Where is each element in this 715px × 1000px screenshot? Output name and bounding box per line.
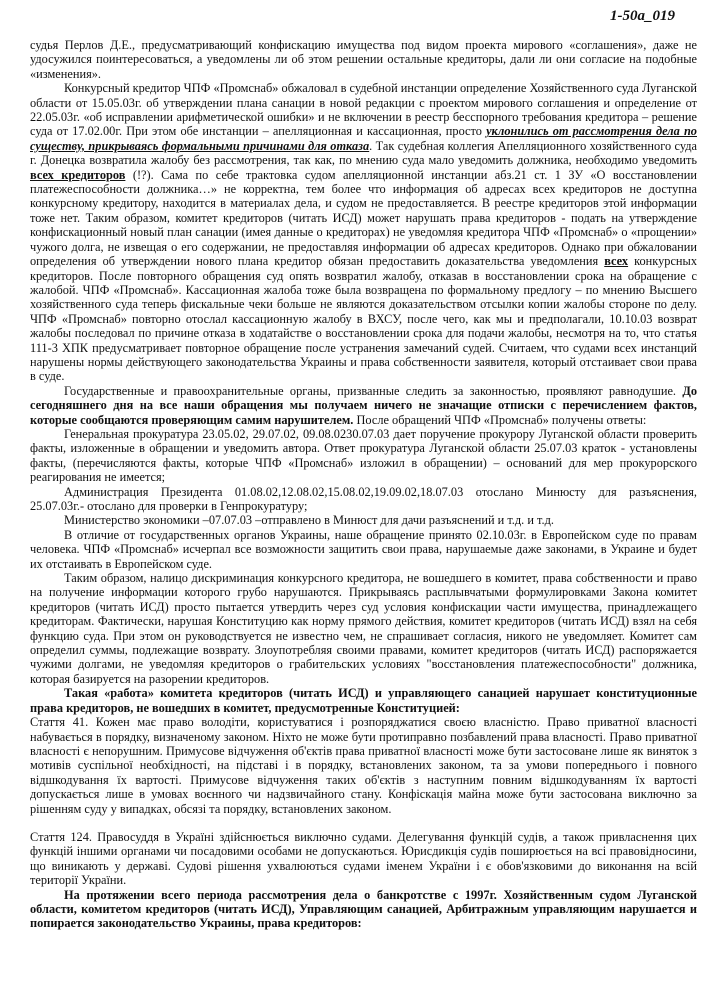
text-run: Государственные и правоохранительные органы, призванные следить за законностью, проявляют равнодушие.	[64, 383, 683, 398]
paragraph-4	[30, 427, 697, 485]
text-run: Администрация Президента 01.08.02,12.08.02,15.08.02,19.09.02,18.07.03 отослано Минюсту для разъяснения, 25.07.03г.- отослано для проверки в Генпрокуратуру;	[30, 484, 697, 513]
paragraph-3	[30, 384, 697, 427]
text-run: В отличие от государственных органов Украины, наше обращение принято 02.10.03г. в Европейском суде по правам человека. ЧПФ «Промснаб» исчерпал все возможности защитить свои права, нарушаемые даже законами, в Украине и будет их отстаивать в Европейском суде.	[30, 527, 697, 571]
emphasis-text: всех	[604, 254, 629, 269]
text-run: Стаття 41. Кожен має право володіти, користуватися і розпоряджатися своєю власністю. Право приватної власності набувається в порядку, визначеному законом. Ніхто не може бути протиправно позбавлений права власності. Право приватної власності є непорушним. Примусове відчуження об'єктів права приватної власності може бути застосоване лише як виняток з мотивів суспільної необхідності, на підставі і в порядку, встановлених законом, та за умови попереднього і повного відшкодування їх вартості. Примусове відчуження таких об'єктів з наступним повним відшкодуванням їх вартості допускається лише в умовах воєнного чи надзвичайного стану. Конфіскація майна може бути застосована виключно за рішенням суду у випадках, обсязі та порядку, встановлених законом.	[30, 715, 697, 816]
text-run: Министерство экономики –07.07.03 –отправлено в Минюст для дачи разъяснений и т.д. и т.д.	[64, 513, 554, 528]
text-run: . Так судебная коллегия Апелляционного хозяйственного суда г. Донецка возвратила жалобу без рассмотрения, так как, по мнению суда мало уведомить должника, необходимо уведомить	[30, 138, 697, 168]
text-run: судья Перлов Д.Е., предусматривающий конфискацию имущества под видом проекта мирового «соглашения», даже не удосужился поинтересоваться, а уведомлены ли об этом решении остальные кредиторы, дали ли они согласие на подобные «изменения».	[30, 38, 697, 81]
text-run: После обращений ЧПФ «Промснаб» получены ответы:	[353, 412, 647, 427]
paragraph-9	[30, 686, 697, 715]
paragraph-gap	[30, 816, 697, 830]
emphasis-text: На протяжении всего периода рассмотрения дела о банкротстве с 1997г. Хозяйственным судом Луганской области, комитетом кредиторов (читать ИСД), Управляющим санацией, Арбитражным управляющим нарушается и попирается законодательство Украины, права кредиторов:	[30, 887, 697, 931]
paragraph-5	[30, 485, 697, 514]
paragraph-6	[30, 513, 697, 527]
document-body	[30, 38, 697, 931]
page-id-label: 1-50а_019	[610, 8, 675, 24]
paragraph-7	[30, 528, 697, 571]
text-run: конкурсных кредиторов. После повторного обращения суд опять возвратил жалобу, отказав в восстановлении срока на обращение с жалобой. ЧПФ «Промснаб». Кассационная жалоба тоже была возвращена по формальному предлогу – по мнению Высшего хозяйственного суда теперь фискальные чеки больше не являются доказательством отсылки копии жалобы стороне по делу. ЧПФ «Промснаб» повторно отослал кассационную жалобу в ВХСУ, после чего, как мы и предполагали, 10.10.03 возврат жалобы последовал по причине отказа в ходатайстве о восстановлении срока для подачи жалобы, несмотря на то, что статья 111-3 ХПК предусматривает повторное обращение после устранения замечаний судей. Считаем, что судами всех инстанций нарушены нормы действующего законодательства Украины и права собственности заявителя, который отстаивает свои права в суде.	[30, 254, 697, 384]
paragraph-8	[30, 571, 697, 686]
text-run: Таким образом, налицо дискриминация конкурсного кредитора, не вошедшего в комитет, права собственности и право на получение информации которого грубо нарушаются. Прикрываясь расплывчатыми формулировками Закона комитет кредиторов (читать ИСД) просто пытается утвердить через суд условия конфискации части имущества, принадлежащего кредиторам. Фактически, нарушая Конституцию как норму прямого действия, комитет кредиторов (читать ИСД) взял на себя функцию суда. При этом он руководствуется не известно чем, не спрашивает согласия, никого не уведомляет. Комитет сам определил суммы, подлежащие возврату. Злоупотребляя своими правами, комитет кредиторов (читать ИСД) распоряжается чужими долгами, не уведомляя кредиторов о грабительских условиях "восстановления платежеспособности" должника, которая базируется на разорении кредиторов.	[30, 571, 697, 686]
text-run: Генеральная прокуратура 23.05.02, 29.07.02, 09.08.0230.07.03 дает поручение прокурору Луганской области проверить факты, изложенные в обращении и уведомить автора. Ответ прокуратура Луганской области 25.07.03 краток - установлены факты, (перечисляются факты, которые ЧПФ «Промснаб» изложил в обращении) – оснований для мер прокурорского реагирования не имеется;	[30, 426, 697, 485]
emphasis-text: До сегодняшнего дня на все наши обращения мы получаем ничего не значащие отписки с перечислением фактов, которые сообщаются проверяющим самим нарушителем.	[30, 383, 697, 427]
text-run: Конкурсный кредитор ЧПФ «Промснаб» обжаловал в судебной инстанции определение Хозяйственного суда Луганской области от 15.05.03г. об утверждении плана санации в новой редакции с проектом мирового соглашения и определение от 22.05.03г. «об исправлении арифметической ошибки» и не включении в реестр бесспорного требования кредитора – решение суда от 17.02.00г. При этом обе инстанции – апелляционная и кассационная, просто	[30, 81, 697, 139]
paragraph-12	[30, 888, 697, 931]
text-run: Стаття 124. Правосуддя в Україні здійснюється виключно судами. Делегування функцій судів, а також привласнення цих функцій іншими органами чи посадовими особами не допускаються. Юрисдикція судів поширюється на всі правовідносини, що виникають у державі. Судові рішення ухвалюються судами іменем України і є обов'язковими до виконання на всій території України.	[30, 829, 697, 888]
paragraph-10	[30, 715, 697, 816]
paragraph-11	[30, 830, 697, 888]
text-run: (!?). Сама по себе трактовка судом апелляционной инстанции абз.21 ст. 1 ЗУ «О восстановлении платежеспособности должника…» не корректна, тем более что информация об адресах всех кредиторов не доступна конкурсному кредитору, находится в материалах дела, и судом не предоставляется. В реестре кредиторов этой информации тоже нет. Таким образом, комитет кредиторов (читать ИСД) может нарушать права кредиторов - подать на утверждение конфискационный новый план санации (имея данные о кредиторах) не уведомляя кредитора ЧПФ «Промснаб» о «прощении» чужого долга, не извещая о его содержании, не предоставляя информации об адресах кредиторов. Однако при обжаловании определения об утверждении нового плана кредитор обязан предоставить доказательства уведомления	[30, 167, 697, 269]
emphasis-text: всех кредиторов	[30, 167, 126, 182]
emphasis-text: уклонились от рассмотрения дела по существу, прикрываясь формальными причинами для отказа	[30, 124, 697, 153]
emphasis-text: Такая «работа» комитета кредиторов (читать ИСД) и управляющего санацией нарушает конституционные права кредиторов, не вошедших в комитет, предусмотренные Конституцией:	[30, 686, 697, 715]
paragraph-1	[30, 38, 697, 81]
paragraph-2	[30, 81, 697, 384]
